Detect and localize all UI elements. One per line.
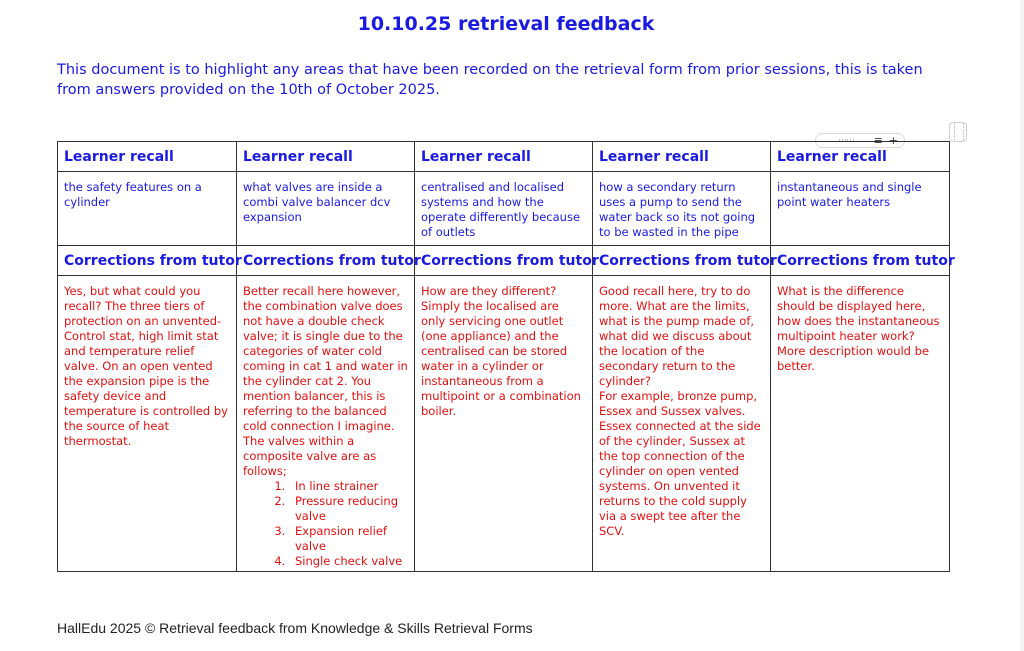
corrections-row	[58, 276, 950, 572]
correction-cell	[237, 276, 415, 572]
scrollbar-track[interactable]	[1020, 0, 1024, 651]
intro-paragraph: This document is to highlight any areas that have been recorded on the retrieval form from prior sessions, this is taken from answers provided on the 10th of October 2025.	[57, 62, 923, 98]
recall-header-cell: Learner recall	[237, 142, 415, 172]
list-item: 3. Expansion relief valve	[289, 524, 408, 554]
correction-cell	[771, 276, 950, 572]
table-drag-handle-icon[interactable]: ⋮⋮ ⋮⋮	[950, 123, 968, 142]
corrections-header-cell: Corrections from tutor	[593, 246, 771, 276]
column-grip-icon[interactable]: ⋯⋯	[838, 136, 854, 146]
recall-header-cell: Learner recall	[593, 142, 771, 172]
correction-text: Yes, but what could you recall? The three tiers of protection on an unvented-Control stat, high limit stat and temperature relief valve. On an open vented the expansion pipe is the safety device and temperature is controlled by the source of heat thermostat.	[64, 284, 228, 448]
correction-text: What is the difference should be displayed here, how does the instantaneous multipoint heater work? More description would be better.	[777, 284, 940, 373]
corrections-header-row	[58, 246, 950, 276]
list-item: 1. In line strainer	[289, 479, 408, 494]
list-item: 4. Single check valve	[289, 554, 408, 569]
valve-list	[243, 479, 408, 569]
correction-text: How are they different? Simply the localised are only servicing one outlet (one appliance) and the centralised can be stored water in a cylinder or instantaneous from a multipoint or a combination boiler.	[421, 284, 581, 418]
recall-cell: how a secondary return uses a pump to send the water back so its not going to be wasted in the pipe	[593, 172, 771, 246]
corrections-header-cell: Corrections from tutor	[771, 246, 950, 276]
sort-icon[interactable]: ≡	[873, 134, 883, 147]
correction-cell	[58, 276, 237, 572]
recall-cell: centralised and localised systems and how the operate differently because of outlets	[415, 172, 593, 246]
corrections-header-cell: Corrections from tutor	[237, 246, 415, 276]
correction-cell	[415, 276, 593, 572]
add-column-icon[interactable]: +	[888, 134, 898, 147]
correction-cell	[593, 276, 771, 572]
feedback-table	[57, 141, 955, 572]
corrections-header-cell: Corrections from tutor	[415, 246, 593, 276]
list-item: 2. Pressure reducing valve	[289, 494, 408, 524]
document-title: 10.10.25 retrieval feedback	[357, 13, 655, 35]
recall-cell: the safety features on a cylinder	[58, 172, 237, 246]
recall-row	[58, 172, 950, 246]
recall-cell: instantaneous and single point water heaters	[771, 172, 950, 246]
recall-header-cell: Learner recall	[771, 142, 950, 172]
recall-header-cell: Learner recall	[58, 142, 237, 172]
footer-text: HallEdu 2025 © Retrieval feedback from Knowledge & Skills Retrieval Forms	[57, 620, 533, 636]
recall-header-row	[58, 142, 950, 172]
correction-text: Better recall here however, the combination valve does not have a double check valve; it is single due to the categories of water cold coming in cat 1 and water in the cylinder cat 2. You mention balancer, this is referring to the balanced cold connection I imagine. The valves within a composite valve are as follows;	[243, 284, 408, 478]
corrections-header-cell: Corrections from tutor	[58, 246, 237, 276]
recall-cell: what valves are inside a combi valve balancer dcv expansion	[237, 172, 415, 246]
correction-text: Good recall here, try to do more. What are the limits, what is the pump made of, what did we discuss about the location of the secondary return to the cylinder? For example, bronze pump, Essex and Sussex valves. Essex connected at the side of the cylinder, Sussex at the top connection of the cylinder on open vented systems. On unvented it returns to the cold supply via a swept tee after the SCV.	[599, 284, 761, 538]
recall-header-cell: Learner recall	[415, 142, 593, 172]
